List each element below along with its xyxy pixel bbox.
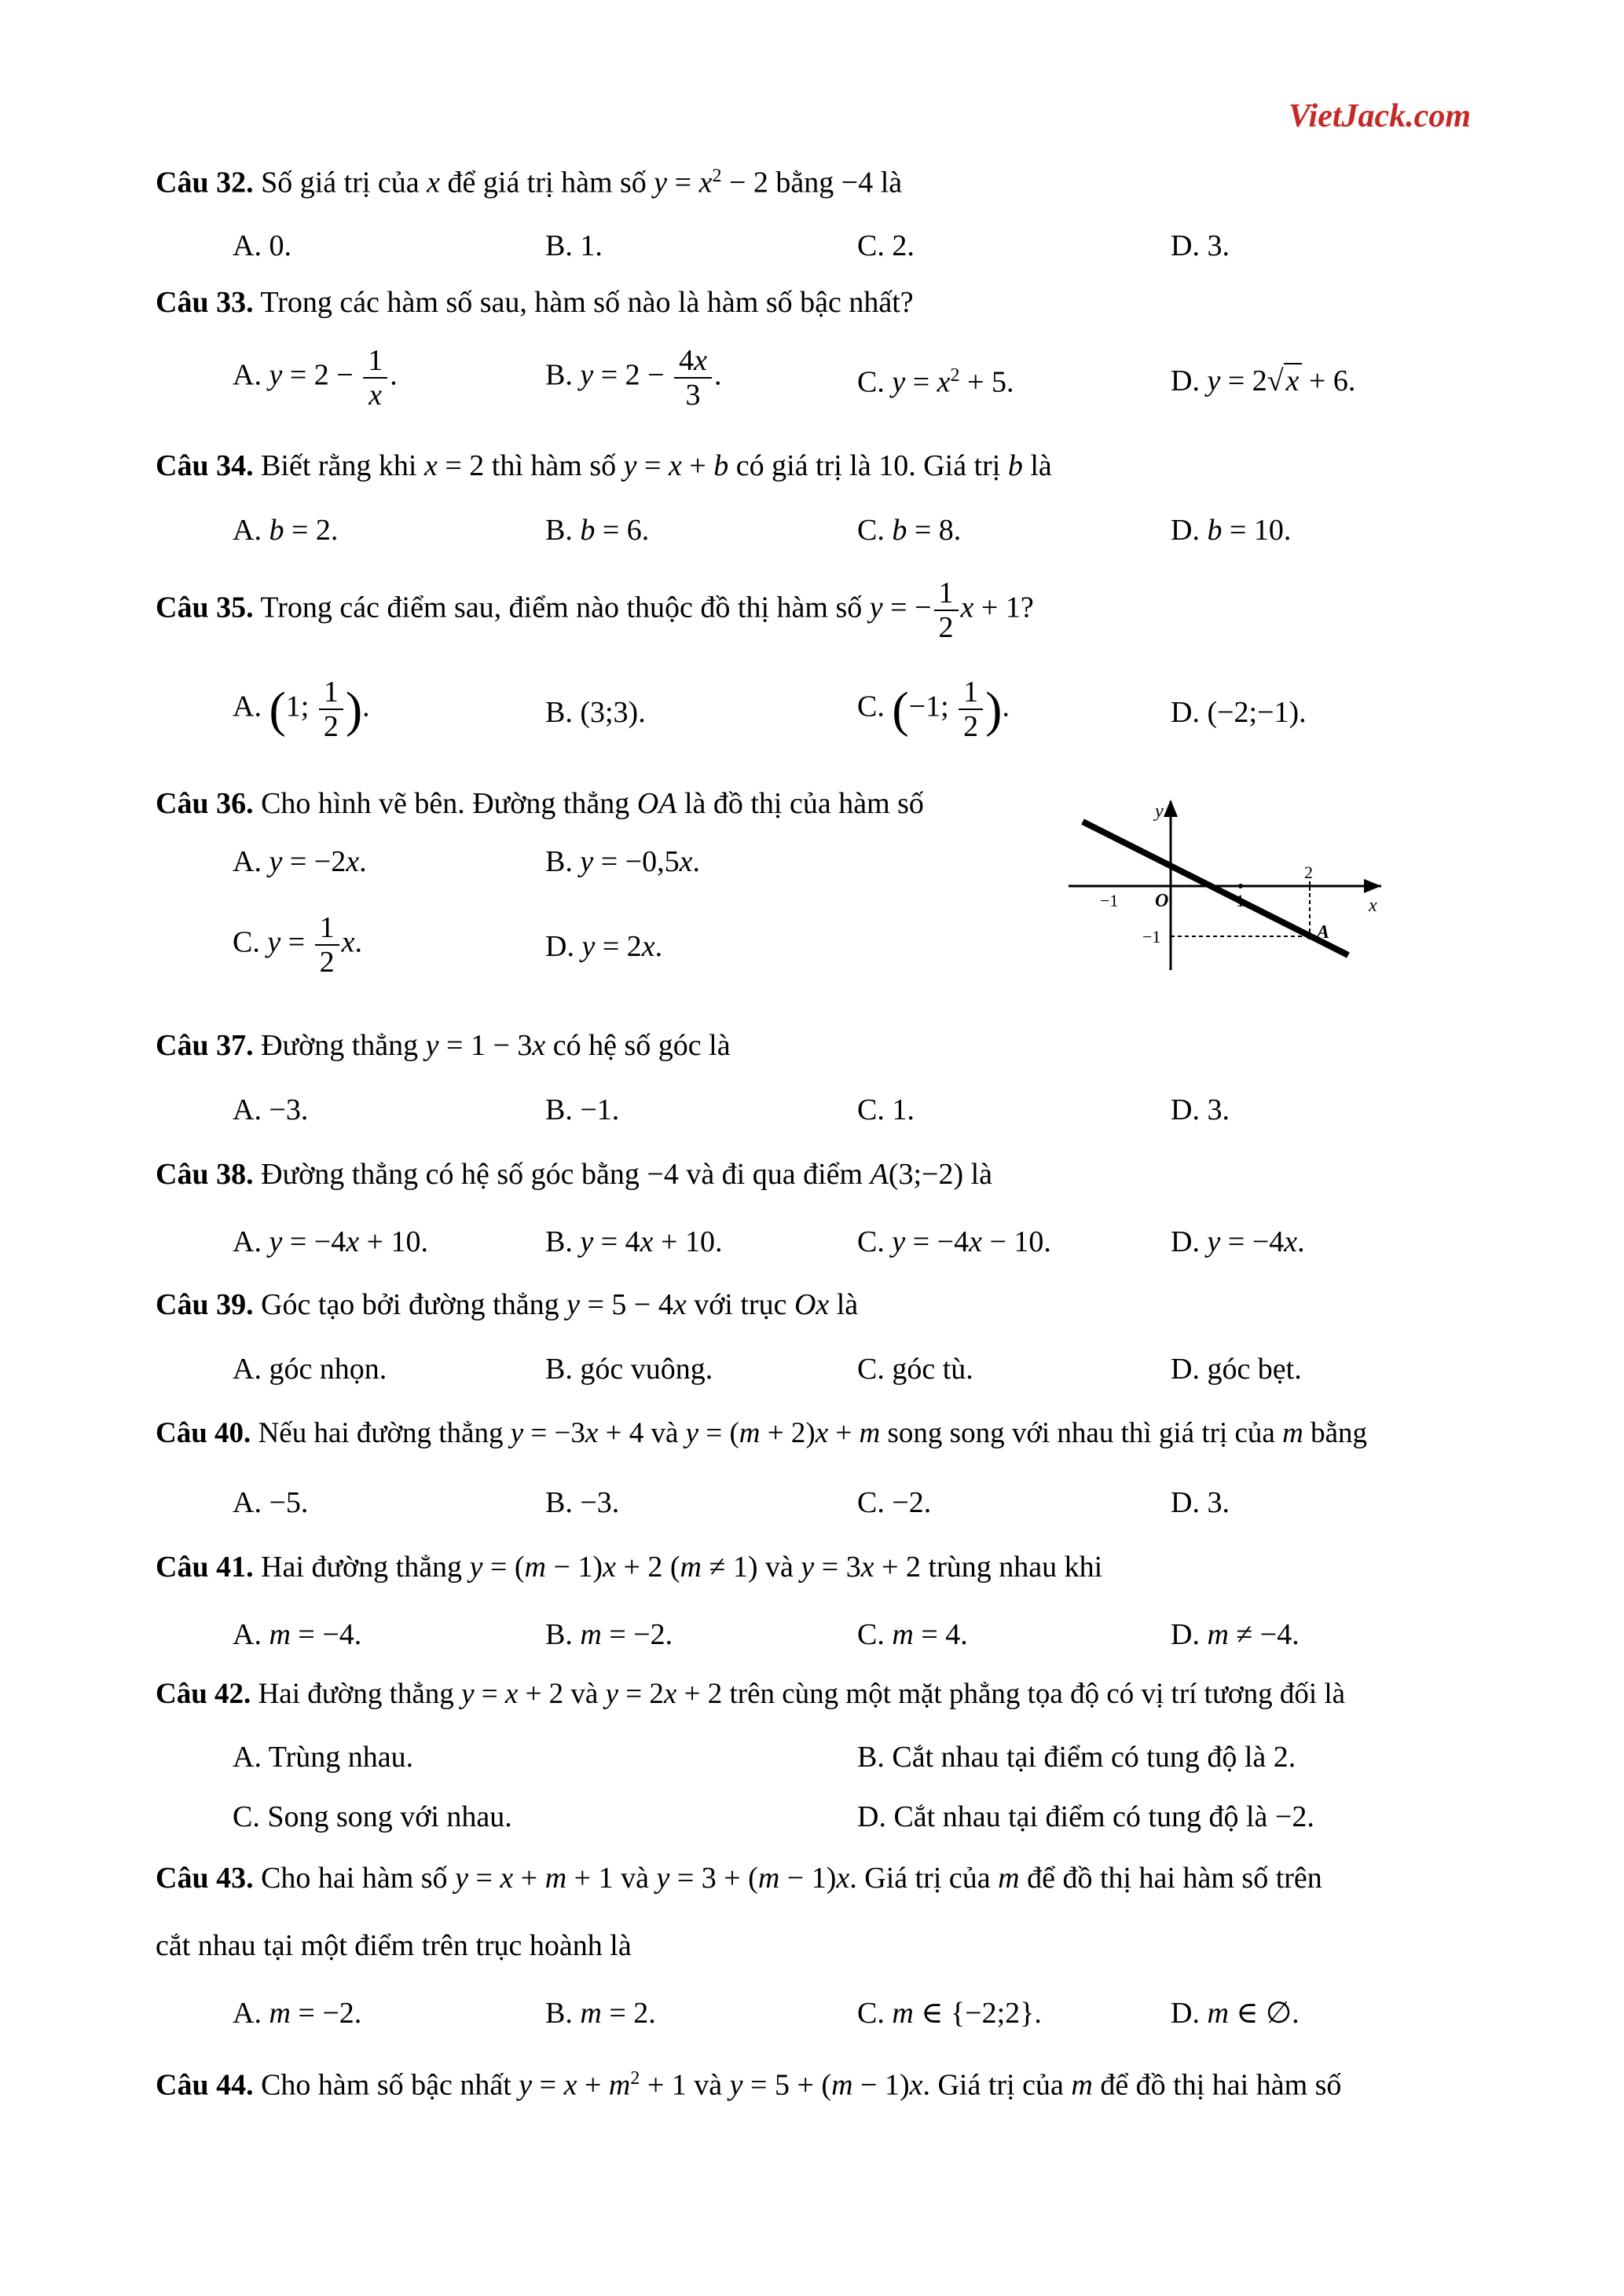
origin-label: O [1155, 891, 1169, 911]
option-d[interactable]: D. y = 2√x + 6. [1171, 364, 1356, 397]
brand-logo-text: VietJack.com [1288, 98, 1471, 134]
question-32: Câu 32. Số giá trị của x để giá trị hàm số $y = x^2 - 2$ bằng −4 là [156, 166, 903, 200]
option-d[interactable]: D. (−2;−1). [1171, 696, 1307, 729]
option-d[interactable]: D. 3. [1171, 1486, 1230, 1519]
option-b[interactable]: B. b = 6. [545, 514, 650, 547]
question-label: Câu 41. [156, 1551, 254, 1584]
x-axis-arrow [1364, 879, 1381, 893]
question-label: Câu 37. [156, 1029, 254, 1062]
option-b[interactable]: B. góc vuông. [545, 1353, 713, 1386]
option-b[interactable]: B. −1. [545, 1093, 620, 1126]
option-d[interactable]: D. góc bẹt. [1171, 1353, 1302, 1386]
question-label: Câu 40. [156, 1417, 251, 1449]
question-38: Câu 38. Đường thẳng có hệ số góc bằng −4 và đi qua điểm A(3;−2) là [156, 1158, 993, 1191]
y-axis-label: y [1155, 801, 1164, 822]
option-c[interactable]: C. 1. [857, 1093, 915, 1126]
point-a [1307, 933, 1313, 939]
question-label: Câu 44. [156, 2068, 254, 2102]
option-d[interactable]: D. b = 10. [1171, 514, 1292, 547]
option-a[interactable]: A. −3. [233, 1093, 309, 1126]
x-axis-label: x [1369, 895, 1377, 916]
question-44: Câu 44. Cho hàm số bậc nhất $y = x + m^2 + 1$ và y = 5 + (m − 1)x. Giá trị của m để đồ thị hai hàm số [156, 2068, 1342, 2102]
option-b[interactable]: B. Cắt nhau tại điểm có tung độ là 2. [857, 1741, 1296, 1774]
option-b[interactable]: B. (3;3). [545, 696, 646, 729]
option-a[interactable]: A. y = −4x + 10. [233, 1225, 429, 1258]
question-41: Câu 41. Hai đường thẳng y = (m − 1)x + 2 (m ≠ 1) và y = 3x + 2 trùng nhau khi [156, 1551, 1103, 1584]
option-a[interactable]: A. (1; $\frac{1}{2}$ ). [233, 676, 370, 743]
y-axis-arrow [1164, 800, 1178, 817]
option-a[interactable]: A. m = −2. [233, 1997, 362, 2030]
option-d[interactable]: D. m ≠ −4. [1171, 1618, 1300, 1651]
option-c[interactable]: C. $y = x^2 + 5$. [857, 365, 1014, 399]
option-a[interactable]: A. b = 2. [233, 514, 339, 547]
question-label: Câu 42. [156, 1678, 251, 1710]
option-c[interactable]: C. m = 4. [857, 1618, 968, 1651]
tick-label-x-neg1: −1 [1100, 891, 1119, 910]
question-43: Câu 43. Cho hai hàm số y = x + m + 1 và y = 3 + (m − 1)x. Giá trị của m để đồ thị hai hàm số trên [156, 1862, 1322, 1895]
option-a[interactable]: A. 0. [233, 229, 291, 262]
option-c[interactable]: C. y = $\frac{1}{2}$ x. [233, 911, 363, 979]
option-b[interactable]: B. y = 2 − $\frac{4x}{3}$ . [545, 344, 722, 412]
option-b[interactable]: B. m = −2. [545, 1618, 673, 1651]
question-label: Câu 38. [156, 1158, 254, 1191]
option-d[interactable]: D. 3. [1171, 1093, 1230, 1126]
question-39: Câu 39. Góc tạo bởi đường thẳng y = 5 − 4x với trục Ox là [156, 1288, 859, 1321]
option-a[interactable]: A. y = 2 − $\frac{1}{x}$ . [233, 344, 398, 412]
option-a[interactable]: A. y = −2x. [233, 845, 367, 878]
option-b[interactable]: B. 1. [545, 229, 603, 262]
option-d[interactable]: D. m ∈ ∅. [1171, 1997, 1300, 2030]
option-b[interactable]: B. −3. [545, 1486, 620, 1519]
option-c[interactable]: C. b = 8. [857, 514, 962, 547]
question-36: Câu 36. Cho hình vẽ bên. Đường thẳng OA là đồ thị của hàm số [156, 787, 924, 820]
question-43-continuation: cắt nhau tại một điểm trên trục hoành là [156, 1929, 632, 1962]
question-label: Câu 43. [156, 1862, 254, 1895]
option-d[interactable]: D. y = 2x. [545, 930, 663, 963]
question-label: Câu 39. [156, 1288, 254, 1321]
question-label: Câu 35. [156, 591, 254, 624]
option-c[interactable]: C. (−1; $\frac{1}{2}$ ). [857, 676, 1010, 743]
option-a[interactable]: A. m = −4. [233, 1618, 362, 1651]
option-c[interactable]: C. góc tù. [857, 1353, 973, 1386]
option-b[interactable]: B. y = −0,5x. [545, 845, 700, 878]
tick-label-y-neg1: −1 [1142, 927, 1161, 947]
tick-label-x-2: 2 [1304, 862, 1313, 882]
question-42: Câu 42. Hai đường thẳng y = x + 2 và y = 2x + 2 trên cùng một mặt phẳng tọa độ có vị trí tương đối là [156, 1678, 1346, 1710]
question-label: Câu 36. [156, 787, 254, 820]
option-a[interactable]: A. góc nhọn. [233, 1353, 387, 1386]
option-a[interactable]: A. Trùng nhau. [233, 1741, 414, 1774]
question-35: Câu 35. Trong các điểm sau, điểm nào thuộc đồ thị hàm số y = − $\frac{1}{2}$ x + 1? [156, 577, 1034, 644]
tick-label-x-1: 1 [1236, 891, 1245, 910]
option-c[interactable]: C. Song song với nhau. [233, 1800, 512, 1833]
tick-1 [1238, 884, 1243, 888]
option-c[interactable]: C. −2. [857, 1486, 932, 1519]
option-d[interactable]: D. Cắt nhau tại điểm có tung độ là −2. [857, 1800, 1314, 1833]
option-b[interactable]: B. m = 2. [545, 1997, 656, 2030]
option-d[interactable]: D. y = −4x. [1171, 1225, 1305, 1258]
option-b[interactable]: B. y = 4x + 10. [545, 1225, 723, 1258]
question-40: Câu 40. Nếu hai đường thẳng y = −3x + 4 và y = (m + 2)x + m song song với nhau thì giá trị của m bằng [156, 1417, 1367, 1449]
question-label: Câu 32. [156, 166, 254, 200]
question-34: Câu 34. Biết rằng khi x = 2 thì hàm số y = x + b có giá trị là 10. Giá trị b là [156, 449, 1052, 482]
question-label: Câu 34. [156, 449, 254, 482]
option-c[interactable]: C. y = −4x − 10. [857, 1225, 1051, 1258]
option-a[interactable]: A. −5. [233, 1486, 309, 1519]
question-label: Câu 33. [156, 286, 254, 319]
option-c[interactable]: C. m ∈ {−2;2}. [857, 1997, 1042, 2030]
option-c[interactable]: C. 2. [857, 229, 915, 262]
point-a-label: A [1317, 922, 1330, 943]
line-oa-figure [1053, 793, 1383, 974]
question-37: Câu 37. Đường thẳng y = 1 − 3x có hệ số góc là [156, 1029, 731, 1062]
question-33: Câu 33. Trong các hàm số sau, hàm số nào là hàm số bậc nhất? [156, 286, 914, 319]
option-d[interactable]: D. 3. [1171, 229, 1230, 262]
